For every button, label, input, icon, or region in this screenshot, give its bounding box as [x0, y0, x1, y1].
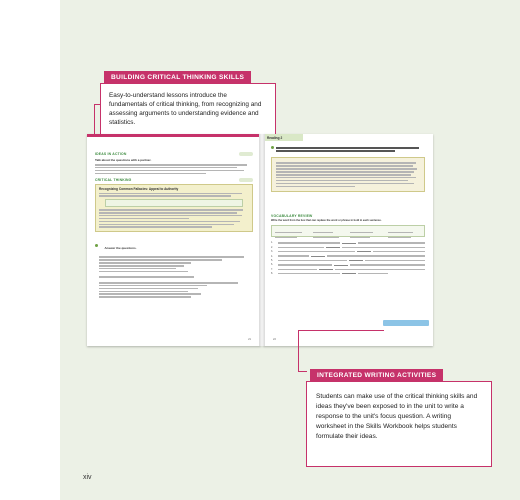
callout-writing-activities — [306, 364, 492, 467]
fallacy-example — [105, 199, 243, 207]
leader-line-vertical-2 — [298, 330, 299, 372]
fallacy-box-title: Recognizing Common Fallacies: Appeal to Authority — [99, 187, 179, 192]
book-spine — [259, 134, 265, 346]
section-tag-2 — [239, 178, 253, 182]
section-tag — [239, 152, 253, 156]
callout-heading-2: INTEGRATED WRITING ACTIVITIES — [310, 369, 443, 382]
vocab-intro: Write the word from the box that can replace the word or phrase in bold in each sentence. — [271, 219, 382, 223]
reading-bullet-icon — [271, 146, 274, 149]
ideas-intro: Talk about the questions with a partner. — [95, 158, 152, 162]
exercise-bullet-icon — [95, 244, 98, 247]
callout-heading: BUILDING CRITICAL THINKING SKILLS — [104, 71, 251, 84]
leader-line-to-tag — [298, 330, 384, 331]
book-page-right — [263, 134, 433, 346]
page-accent-bar — [87, 134, 261, 137]
page-folio: xiv — [83, 474, 92, 481]
page-number-left: 21 — [248, 338, 251, 341]
callout-critical-thinking — [100, 66, 276, 130]
leader-line-horizontal — [94, 104, 101, 105]
answer-heading: Answer the questions. — [104, 246, 137, 251]
vocab-sentences: 1. 2. 3. 4. 5. 6. 7. 8. — [271, 241, 425, 275]
fallacy-box — [95, 184, 253, 232]
workbook-tag — [383, 320, 429, 326]
reading-tab — [263, 134, 303, 141]
ideas-text-block — [95, 164, 253, 174]
reading-heading: Reading 2 — [267, 136, 283, 140]
word-box — [271, 225, 425, 237]
page-number-right: 22 — [273, 338, 276, 341]
answer-text-block — [95, 256, 253, 298]
ideas-heading: IDEAS IN ACTION — [95, 152, 127, 156]
critical-thinking-heading: CRITICAL THINKING — [95, 178, 132, 183]
reading-excerpt-box — [271, 157, 425, 192]
book-page-left — [87, 134, 261, 346]
vocab-heading: VOCABULARY REVIEW — [271, 214, 313, 219]
callout-body-2: Students can make use of the critical thinking skills and ideas they've been exposed to in the unit to write a response to the unit's focus question. A writing worksheet in the Skills Workbook helps students formulate their ideas. — [306, 381, 492, 467]
callout-body: Easy-to-understand lessons introduce the fundamentals of critical thinking, from recognizing and assessing arguments to understanding evidence and statistics. — [100, 83, 276, 137]
